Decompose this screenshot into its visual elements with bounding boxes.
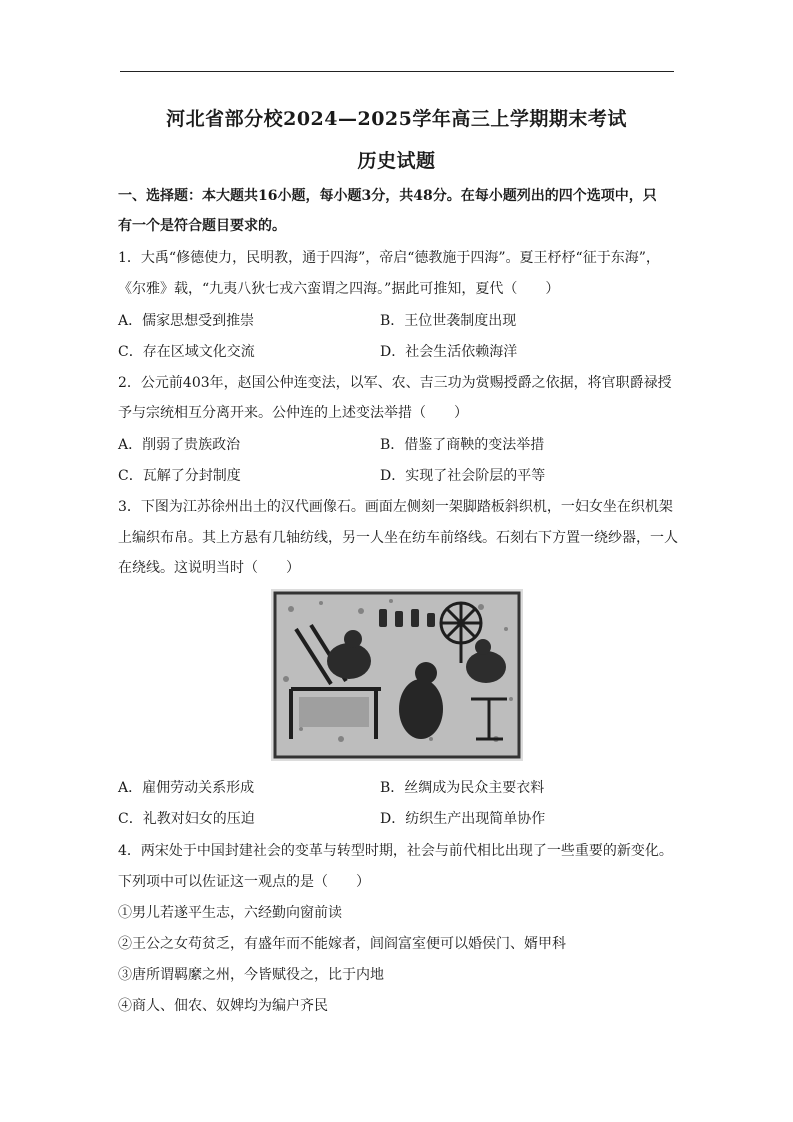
han-stone-relief-image: [271, 589, 523, 761]
q2-option-c[interactable]: C．瓦解了分封制度: [118, 468, 241, 484]
q2-stem-line2: 予与宗统相互分离开来。公仲连的上述变法举措（ ）: [118, 405, 468, 421]
q4-item-2: ②王公之女苟贫乏，有盛年而不能嫁者，闾阎富室便可以婚侯门、婿甲科: [118, 936, 566, 952]
q1-option-b[interactable]: B．王位世袭制度出现: [380, 313, 517, 329]
q4-item-1: ①男儿若遂平生志，六经勤向窗前读: [118, 905, 342, 921]
stone-relief-drawing: [271, 589, 523, 761]
q4-item-3: ③唐所谓羁縻之州，今皆赋役之，比于内地: [118, 967, 384, 983]
q1-option-c[interactable]: C．存在区域文化交流: [118, 344, 255, 360]
q2-option-d[interactable]: D．实现了社会阶层的平等: [380, 468, 546, 484]
q1-stem-line1: 1．大禹“修德使力，民明教，通于四海”，帝启“德教施于四海”。夏王杼杼“征于东海”，: [118, 250, 660, 266]
q3-stem-line1: 3．下图为江苏徐州出土的汉代画像石。画面左侧刻一架脚踏板斜织机，一妇女坐在织机架: [118, 499, 673, 515]
q2-option-a[interactable]: A．削弱了贵族政治: [118, 437, 241, 453]
q3-option-d[interactable]: D．纺织生产出现简单协作: [380, 811, 546, 827]
q1-stem-line2: 《尔雅》载，“九夷八狄七戎六蛮谓之四海。”据此可推知，夏代（ ）: [118, 281, 560, 297]
q1-option-a[interactable]: A．儒家思想受到推崇: [118, 313, 255, 329]
q2-option-b[interactable]: B．借鉴了商鞅的变法举措: [380, 437, 545, 453]
q1-option-d[interactable]: D．社会生活依赖海洋: [380, 344, 518, 360]
q2-stem-line1: 2．公元前403年，赵国公仲连变法，以军、农、吉三功为赏赐授爵之依据，将官职爵禄授: [118, 375, 672, 391]
q4-item-4: ④商人、佃农、奴婢均为编户齐民: [118, 998, 328, 1014]
q4-stem-line2: 下列项中可以佐证这一观点的是（ ）: [118, 874, 370, 890]
q3-option-b[interactable]: B．丝绸成为民众主要衣料: [380, 780, 545, 796]
top-rule: [120, 71, 674, 72]
section-instructions-line2: 有一个是符合题目要求的。: [118, 218, 286, 234]
section-instructions-line1: 一、选择题：本大题共16小题，每小题3分，共48分。在每小题列出的四个选项中，只: [118, 188, 657, 204]
exam-subtitle: 历史试题: [357, 150, 436, 172]
q3-option-a[interactable]: A．雇佣劳动关系形成: [118, 780, 255, 796]
q4-stem-line1: 4．两宋处于中国封建社会的变革与转型时期，社会与前代相比出现了一些重要的新变化。: [118, 843, 673, 859]
exam-title: 河北省部分校2024—2025学年高三上学期期末考试: [166, 108, 627, 130]
q3-stem-line2: 上编织布帛。其上方悬有几轴纺线，另一人坐在纺车前络线。石刻右下方置一绕纱器，一人: [118, 530, 678, 546]
q3-stem-line3: 在绕线。这说明当时（ ）: [118, 560, 300, 576]
q3-option-c[interactable]: C．礼教对妇女的压迫: [118, 811, 255, 827]
